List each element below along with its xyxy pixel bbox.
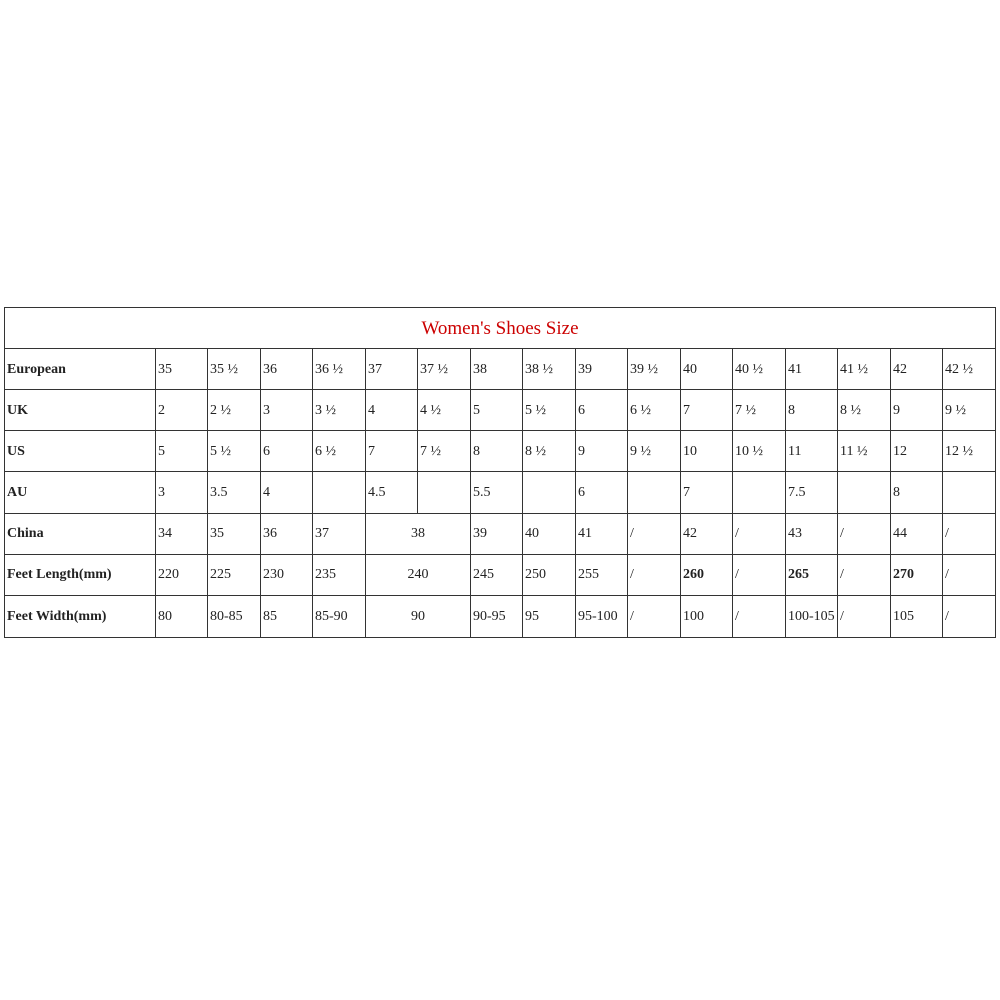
size-cell: 39 ½ [628,349,681,390]
size-cell: 3 [261,390,313,431]
size-cell: 265 [786,554,838,595]
size-cell: 41 [576,513,628,554]
size-cell: 3.5 [208,472,261,513]
size-cell: 41 ½ [838,349,891,390]
size-cell: / [943,554,996,595]
size-cell: 8 ½ [523,431,576,472]
size-cell: / [838,554,891,595]
table-row [5,472,996,513]
size-cell: 11 [786,431,838,472]
size-cell: 80-85 [208,595,261,637]
size-cell: 9 [576,431,628,472]
size-cell: 255 [576,554,628,595]
size-cell: 39 [471,513,523,554]
size-cell: 100 [681,595,733,637]
row-label: UK [5,390,156,431]
size-cell: 41 [786,349,838,390]
size-cell: 37 [313,513,366,554]
size-cell: 5 ½ [208,431,261,472]
size-cell: 43 [786,513,838,554]
size-cell: 95-100 [576,595,628,637]
size-cell: 38 ½ [523,349,576,390]
size-cell: 9 [891,390,943,431]
size-cell: 35 [208,513,261,554]
size-cell [838,472,891,513]
size-cell: 240 [366,554,471,595]
size-cell: 4.5 [366,472,418,513]
size-cell: 90 [366,595,471,637]
size-cell: 39 [576,349,628,390]
table-row [5,431,996,472]
size-cell: 36 ½ [313,349,366,390]
size-cell: 42 [891,349,943,390]
size-cell: 40 [523,513,576,554]
size-cell: 2 [156,390,208,431]
size-cell: 8 [891,472,943,513]
size-cell: 36 [261,513,313,554]
size-cell: 85-90 [313,595,366,637]
shoe-size-table [4,307,996,638]
size-cell: 6 [261,431,313,472]
size-cell: / [838,595,891,637]
size-cell: 40 ½ [733,349,786,390]
size-cell: 3 ½ [313,390,366,431]
size-cell: 7.5 [786,472,838,513]
size-cell: 235 [313,554,366,595]
row-label: US [5,431,156,472]
size-cell: / [628,554,681,595]
size-cell [943,472,996,513]
size-cell: 35 [156,349,208,390]
size-cell: 270 [891,554,943,595]
size-cell: 42 ½ [943,349,996,390]
size-cell: 4 [366,390,418,431]
size-cell: 7 ½ [418,431,471,472]
size-cell: / [733,595,786,637]
size-cell: / [628,595,681,637]
size-cell: / [733,513,786,554]
table-row [5,554,996,595]
size-cell: 12 ½ [943,431,996,472]
size-cell: 4 [261,472,313,513]
size-cell [733,472,786,513]
size-cell: 5 [471,390,523,431]
table-row [5,349,996,390]
table-row [5,513,996,554]
size-cell: 7 [681,390,733,431]
size-cell: 11 ½ [838,431,891,472]
size-cell: 85 [261,595,313,637]
size-cell: / [943,513,996,554]
size-cell: 9 ½ [943,390,996,431]
size-cell: 38 [366,513,471,554]
size-cell: 90-95 [471,595,523,637]
size-cell: 95 [523,595,576,637]
size-cell: 8 [786,390,838,431]
size-cell [628,472,681,513]
size-cell: 36 [261,349,313,390]
size-cell: 225 [208,554,261,595]
size-cell: 7 [366,431,418,472]
size-cell: 35 ½ [208,349,261,390]
size-cell: 5 [156,431,208,472]
row-label: Feet Width(mm) [5,595,156,637]
size-cell: / [628,513,681,554]
row-label: Feet Length(mm) [5,554,156,595]
size-cell [313,472,366,513]
size-cell [418,472,471,513]
table-row [5,595,996,637]
table-row [5,390,996,431]
size-cell: / [733,554,786,595]
size-cell: 6 [576,472,628,513]
size-cell: 220 [156,554,208,595]
size-cell: 3 [156,472,208,513]
size-cell: 10 ½ [733,431,786,472]
row-label: China [5,513,156,554]
size-cell: 8 ½ [838,390,891,431]
size-cell: 6 [576,390,628,431]
size-cell: 7 [681,472,733,513]
table-title: Women's Shoes Size [5,308,996,349]
size-cell: 38 [471,349,523,390]
size-cell: 42 [681,513,733,554]
size-cell: 4 ½ [418,390,471,431]
size-cell: 230 [261,554,313,595]
size-cell: 260 [681,554,733,595]
size-cell: 80 [156,595,208,637]
size-cell: 37 [366,349,418,390]
size-cell: 34 [156,513,208,554]
size-cell: 7 ½ [733,390,786,431]
title-row [5,308,996,349]
size-cell: 5 ½ [523,390,576,431]
size-cell: 44 [891,513,943,554]
row-label: AU [5,472,156,513]
size-cell: 245 [471,554,523,595]
size-cell: 8 [471,431,523,472]
row-label: European [5,349,156,390]
size-cell: 250 [523,554,576,595]
size-cell: 6 ½ [628,390,681,431]
size-cell: 40 [681,349,733,390]
size-cell [523,472,576,513]
size-cell: 2 ½ [208,390,261,431]
size-cell: 100-105 [786,595,838,637]
size-cell: 37 ½ [418,349,471,390]
size-cell: 5.5 [471,472,523,513]
size-cell: 6 ½ [313,431,366,472]
size-cell: / [838,513,891,554]
size-cell: 9 ½ [628,431,681,472]
size-cell: / [943,595,996,637]
size-cell: 10 [681,431,733,472]
size-cell: 105 [891,595,943,637]
size-cell: 12 [891,431,943,472]
